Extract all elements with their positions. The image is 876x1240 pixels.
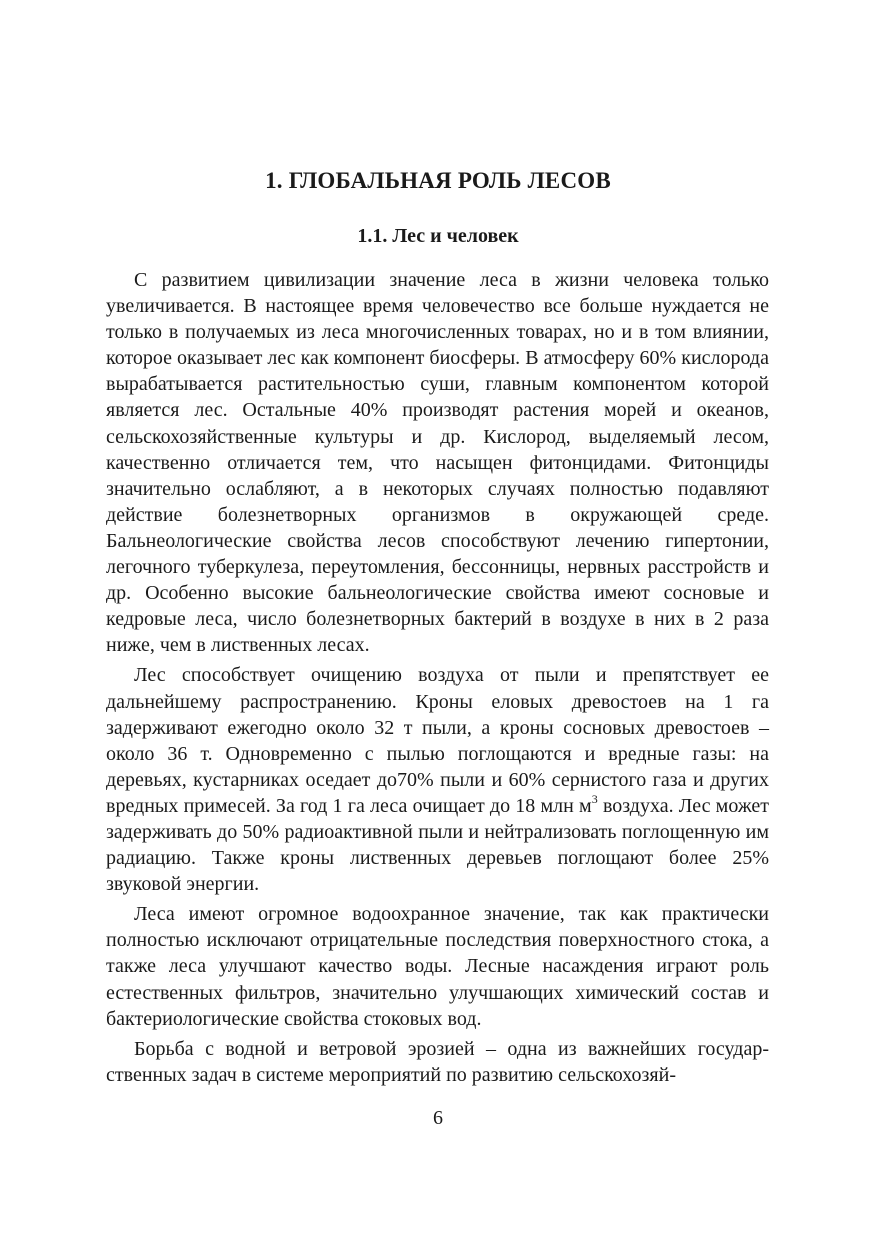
paragraph-3: Леса имеют огромное водоохранное значение, так как практически полностью исключают отрицательные последствия поверхностного стока, а также леса улучшают качество воды. Лесные насаждения играют роль естественных фильтров, значительно улучшающих химический состав и бактериологические свойства стоковых вод. [106, 903, 769, 1030]
chapter-title: 1. ГЛОБАЛЬНАЯ РОЛЬ ЛЕСОВ [265, 168, 611, 193]
paragraph-2-continuation: воздуха. Лес может задерживать до 50% радиоактивной пыли и нейтрализовать поглощенную им радиацию. Также кроны лиственных деревьев поглощают более 25% звуковой энергии. [106, 794, 769, 896]
paragraph-4: Борьба с водной и ветровой эрозией – одна из важнейших государственных задач в системе мероприятий по развитию сельскохозяй- [106, 1037, 769, 1086]
cubic-superscript: 3 [591, 791, 598, 806]
paragraph-2-text: Лес способствует очищению воздуха от пыли и препятствует ее дальнейшему распространению. Кроны еловых древостоев на 1 га задерживают ежегодно около 32 т пыли, а кроны сосновых древостоев – около 36 т. Одновременно с пылью поглощаются и вредные газы: на деревьях, кустарниках оседает до70% пыли и 60% сернистого газа и других вредных примесей. За год 1 га леса очищает до 18 млн м [106, 664, 769, 817]
body-text [106, 267, 769, 1092]
page-number: 6 [433, 1107, 443, 1129]
paragraph-2 [106, 662, 769, 897]
paragraph-1: С развитием цивилизации значение леса в жизни человека только увеличивается. В настоящее время человечество все больше нуждается не только в получаемых из леса многочисленных товарах, но и в том влиянии, которое оказывает лес как компонент биосферы. В атмосферу 60% кислорода вырабатывается растительностью суши, главным компонентом которой является лес. Остальные 40% производят растения морей и океанов, сельскохозяйственные культуры и др. Кислород, выделяемый лесом, качественно отличается тем, что насыщен фитонцидами. Фитонциды значительно ослабляют, а в некоторых случаях полностью подавляют действие болезнетворных организмов в окружающей среде. Бальнеологические свойства лесов способствуют лечению гипертонии, легочного туберкулеза, переутомления, бессонницы, нервных расстройств и др. Особенно высокие бальнеологические свойства имеют сосновые и кедровые леса, число болезнетворных бактерий в воздухе в них в 2 раза ниже, чем в лиственных лесах. [106, 269, 769, 657]
section-title: 1.1. Лес и человек [357, 225, 519, 247]
